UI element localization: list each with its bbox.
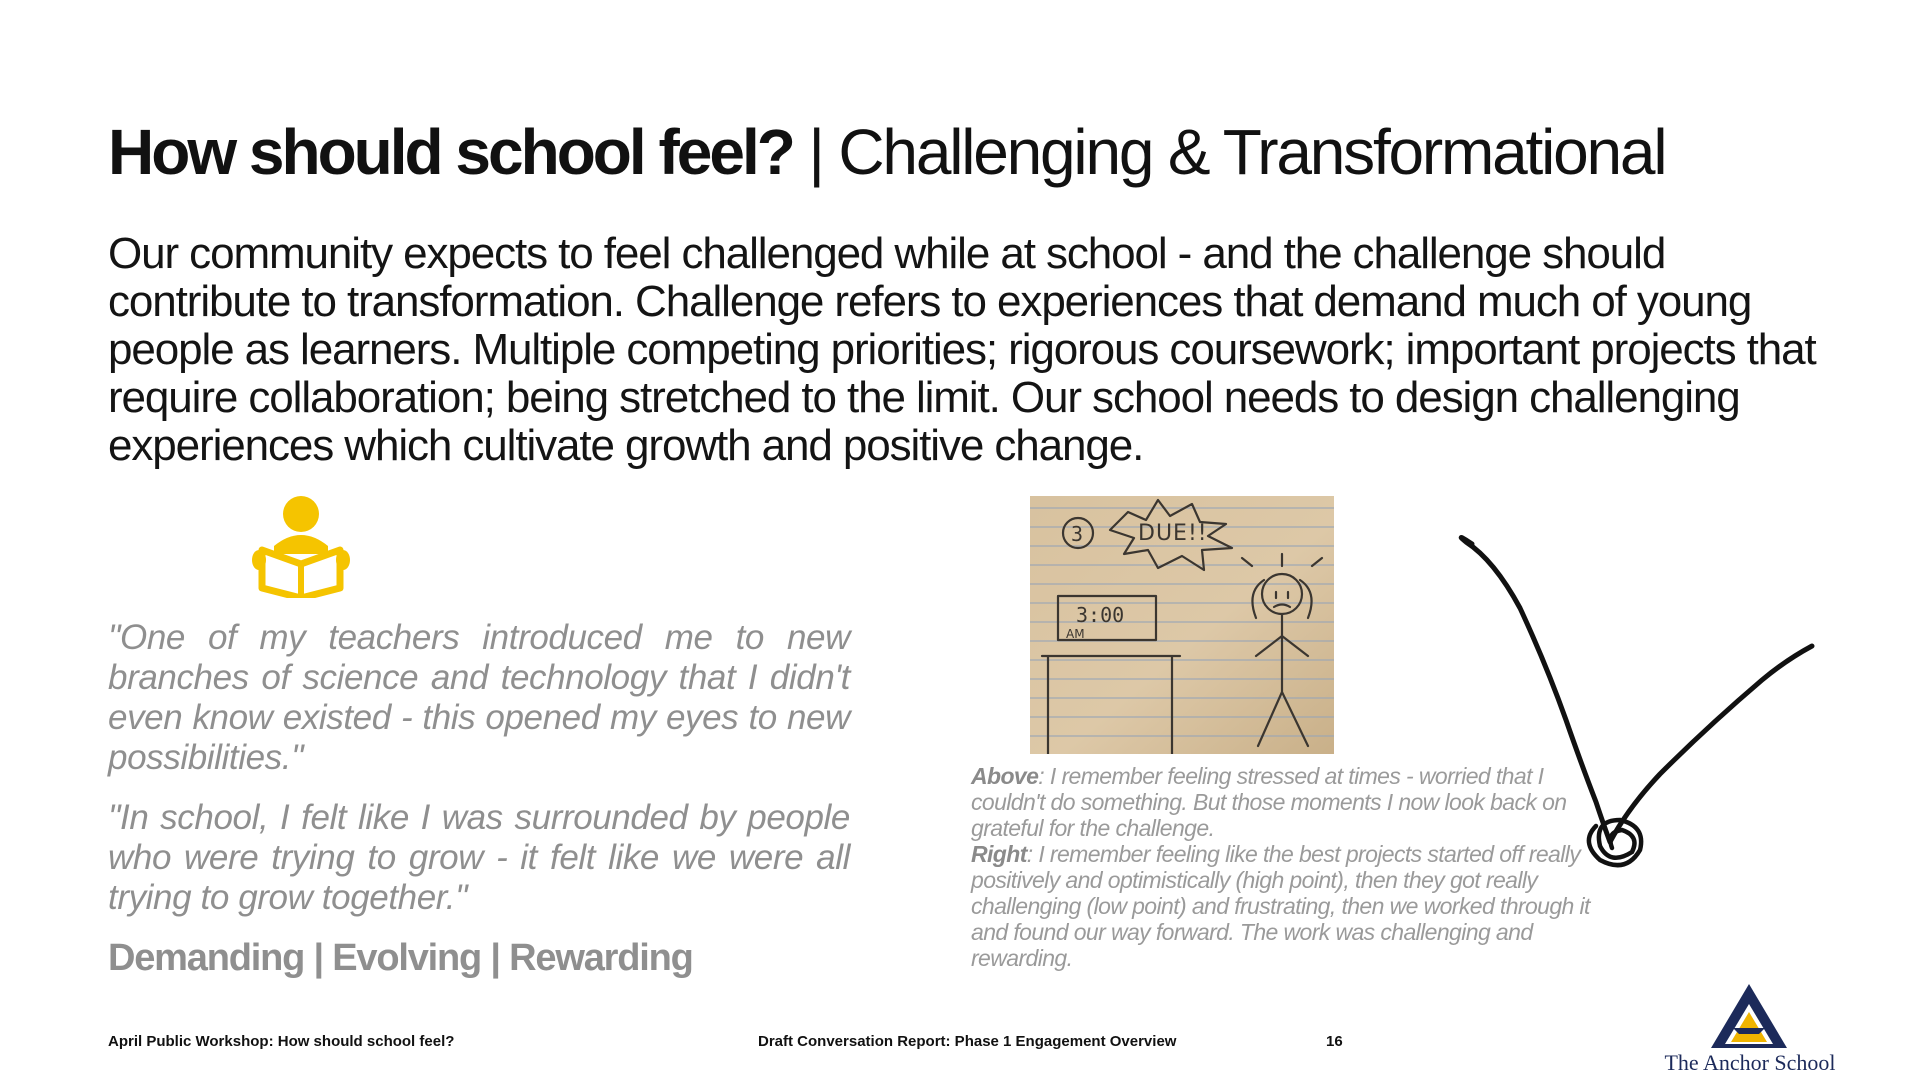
caption-right-label: Right <box>971 841 1027 867</box>
stress-sketch-image <box>1030 496 1334 754</box>
anchor-school-logo-icon <box>1709 982 1789 1050</box>
sketch-clock-am: AM <box>1066 627 1085 641</box>
caption-right-text: : I remember feeling like the best projects started off really positively and optimistically (high point), then they got really challenging (low point) and frustrating, then we worked through it and found our way forward. The work was challenging and rewarding. <box>971 841 1590 971</box>
tagline: Demanding | Evolving | Rewarding <box>108 937 693 979</box>
student-quote-1: "One of my teachers introduced me to new branches of science and technology that I didn't even know existed - this opened my eyes to new possibilities." <box>108 618 850 777</box>
sketch-circle-number: 3 <box>1071 522 1084 546</box>
sketch-clock-time: 3:00 <box>1076 603 1125 627</box>
student-quote-2: "In school, I felt like I was surrounded by people who were trying to grow - it felt like we were all trying to grow together." <box>108 798 850 917</box>
person-reading-icon <box>252 494 350 598</box>
page-title <box>108 112 1848 192</box>
footer-workshop-title: April Public Workshop: How should school feel? <box>108 1033 455 1050</box>
caption-above-label: Above <box>971 763 1039 789</box>
school-name: The Anchor School <box>1664 1050 1836 1075</box>
page-number: 16 <box>1326 1033 1343 1050</box>
title-question: How should school feel? <box>108 116 793 188</box>
intro-paragraph: Our community expects to feel challenged while at school - and the challenge should contribute to transformation. Challenge refers to experiences that demand much of young people as learners. Multiple competing priorities; rigorous coursework; important projects that require collaboration; being stretched to the limit. Our school needs to design challenging experiences which cultivate growth and positive change. <box>108 229 1816 470</box>
footer-report-title: Draft Conversation Report: Phase 1 Engagement Overview <box>758 1033 1177 1050</box>
sketch-due-text: DUE!! <box>1138 521 1208 546</box>
title-theme: | Challenging & Transformational <box>792 116 1666 188</box>
caption-above-text: : I remember feeling stressed at times - worried that I couldn't do something. But those moments I now look back on grateful for the challenge. <box>971 763 1567 841</box>
project-journey-checkmark-drawing <box>1450 530 1830 950</box>
